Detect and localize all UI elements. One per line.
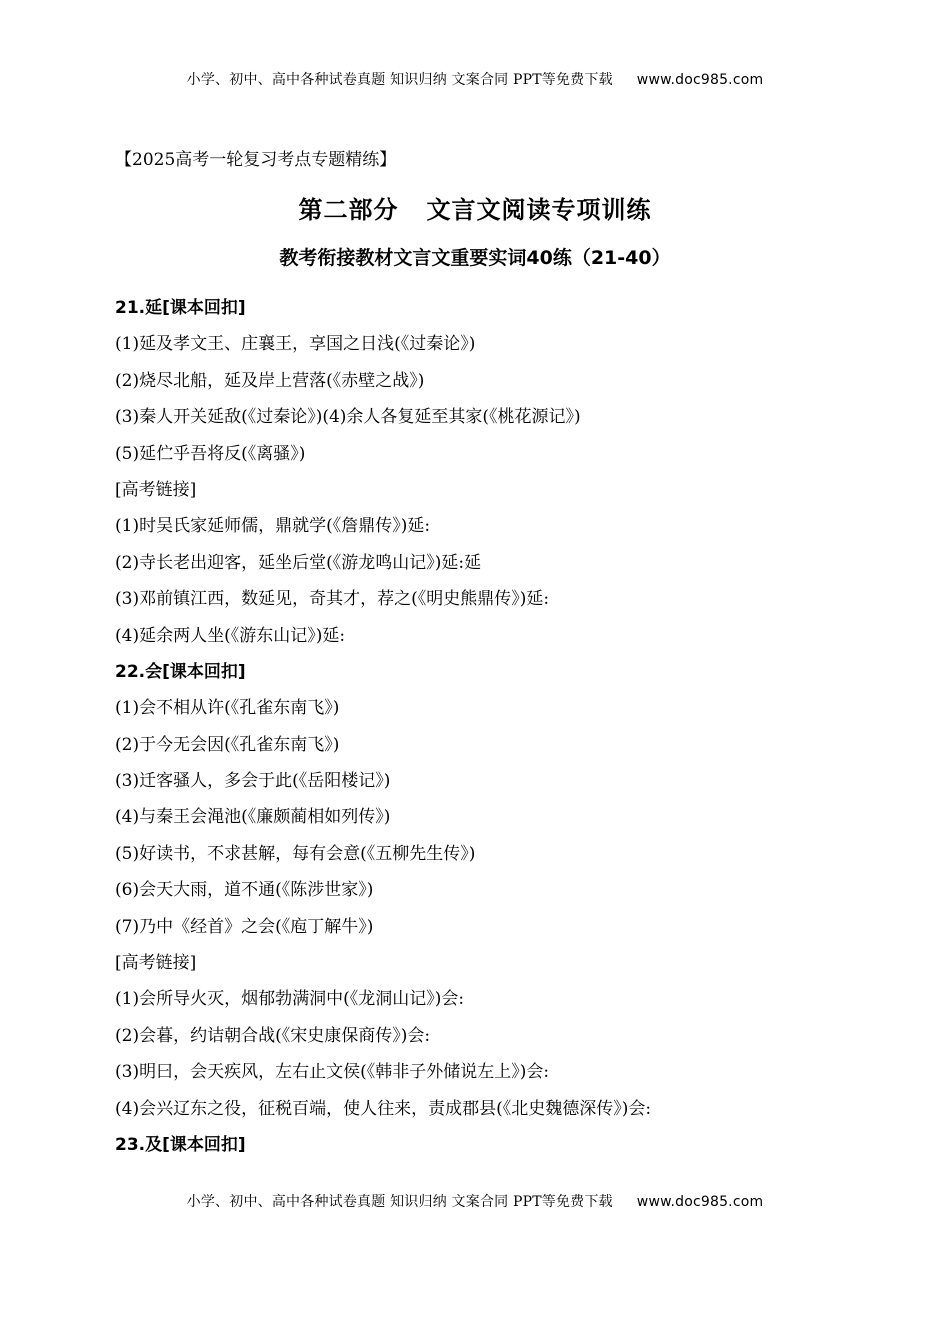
text-line: (4)会兴辽东之役，征税百端，使人往来，责成郡县(《北史魏德深传》)会: bbox=[115, 1098, 652, 1119]
footer-text: 小学、初中、高中各种试卷真题 知识归纳 文案合同 PPT等免费下载 bbox=[186, 1194, 613, 1210]
text-line: (2)寺长老出迎客，延坐后堂(《游龙鸣山记》)延:延 bbox=[115, 552, 482, 573]
text-line: (3)明曰，会天疾风，左右止文侯(《韩非子外储说左上》)会: bbox=[115, 1062, 550, 1083]
text-line: (1)时吴氏家延师儒，鼎就学(《詹鼎传》)延: bbox=[115, 516, 431, 537]
text-line: (5)延伫乎吾将反(《离骚》) bbox=[115, 443, 306, 464]
text-line: (2)会暮，约诘朝合战(《宋史康保商传》)会: bbox=[115, 1025, 431, 1046]
text-line: [高考链接] bbox=[115, 479, 197, 500]
text-line: [高考链接] bbox=[115, 953, 197, 974]
title-part-2: 文言文阅读专项训练 bbox=[426, 196, 652, 224]
text-line: (3)迁客骚人，多会于此(《岳阳楼记》) bbox=[115, 771, 391, 792]
text-line: (7)乃中《经首》之会(《庖丁解牛》) bbox=[115, 916, 374, 937]
text-line: (1)会不相从许(《孔雀东南飞》) bbox=[115, 698, 340, 719]
footer-url[interactable]: www.doc985.com bbox=[636, 1194, 764, 1210]
text-line: (3)秦人开关延敌(《过秦论》)(4)余人各复延至其家(《桃花源记》) bbox=[115, 407, 581, 428]
section-heading: 23.及[课本回扣] bbox=[115, 1134, 246, 1155]
header-text: 小学、初中、高中各种试卷真题 知识归纳 文案合同 PPT等免费下载 bbox=[186, 72, 613, 88]
header-url[interactable]: www.doc985.com bbox=[636, 72, 764, 88]
page-header bbox=[0, 69, 950, 89]
document-body bbox=[115, 296, 875, 1169]
text-line: (1)延及孝文王、庄襄王，享国之日浅(《过秦论》) bbox=[115, 334, 476, 355]
text-line: (1)会所导火灭，烟郁勃满洞中(《龙洞山记》)会: bbox=[115, 989, 465, 1010]
text-line: (4)延余两人坐(《游东山记》)延: bbox=[115, 625, 346, 646]
section-heading: 21.延[课本回扣] bbox=[115, 298, 246, 318]
text-line: (6)会天大雨，道不通(《陈涉世家》) bbox=[115, 880, 374, 901]
exam-tag: 【2025高考一轮复习考点专题精练】 bbox=[115, 150, 397, 170]
page-footer bbox=[0, 1191, 950, 1211]
text-line: (4)与秦王会渑池(《廉颇蔺相如列传》) bbox=[115, 807, 391, 828]
text-line: (2)烧尽北船，延及岸上营落(《赤壁之战》) bbox=[115, 370, 425, 391]
section-heading: 22.会[课本回扣] bbox=[115, 661, 246, 682]
text-line: (2)于今无会因(《孔雀东南飞》) bbox=[115, 734, 340, 755]
page-subtitle: 教考衔接教材文言文重要实词40练（21-40） bbox=[279, 247, 671, 269]
text-line: (3)邓前镇江西，数延见，奇其才，荐之(《明史熊鼎传》)延: bbox=[115, 589, 550, 610]
title-part-1: 第二部分 bbox=[298, 196, 399, 224]
text-line: (5)好读书，不求甚解，每有会意(《五柳先生传》) bbox=[115, 843, 476, 864]
page-title bbox=[0, 190, 950, 225]
